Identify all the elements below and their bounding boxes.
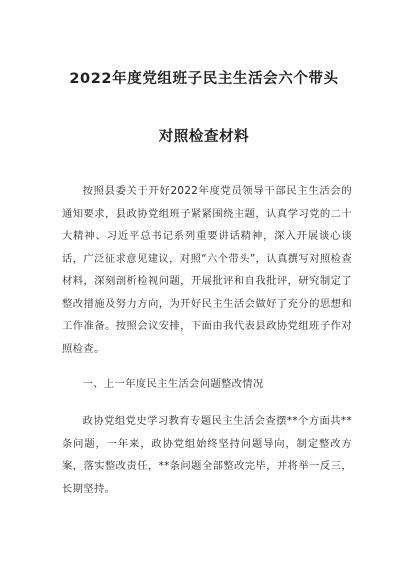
document-title-line-2: 对照检查材料 [158,129,250,145]
document-title-line-1: 2022年度党组班子民主生活会六个带头 [69,71,339,87]
section-heading: 一、上一年度民主生活会问题整改情况 [82,378,264,390]
intro-paragraph: 按照县委关于开好2022年度党员领导干部民主生活会的通知要求，县政协党组班子紧紧围绕主题，认真学习党的二十大精神、习近平总书记系列重要讲话精神，深入开展谈心谈话，广泛征求意见建议，对照“六个带头”，认真撰写对照检查材料，深刻剖析检视问题，开展批评和自我批评，研究制定了整改措施及努力方向，为开好民主生活会做好了充分的思想和工作准备。按照会议安排，下面由我代表县政协党组班子作对照检查。 [62,185,352,355]
section-paragraph: 政协党组党史学习教育专题民主生活会查摆**个方面共**条问题，一年来，政协党组始终坚持问题导向，制定整改方案，落实整改责任，**条问题全部整改完毕，并将举一反三，长期坚持。 [62,415,352,495]
